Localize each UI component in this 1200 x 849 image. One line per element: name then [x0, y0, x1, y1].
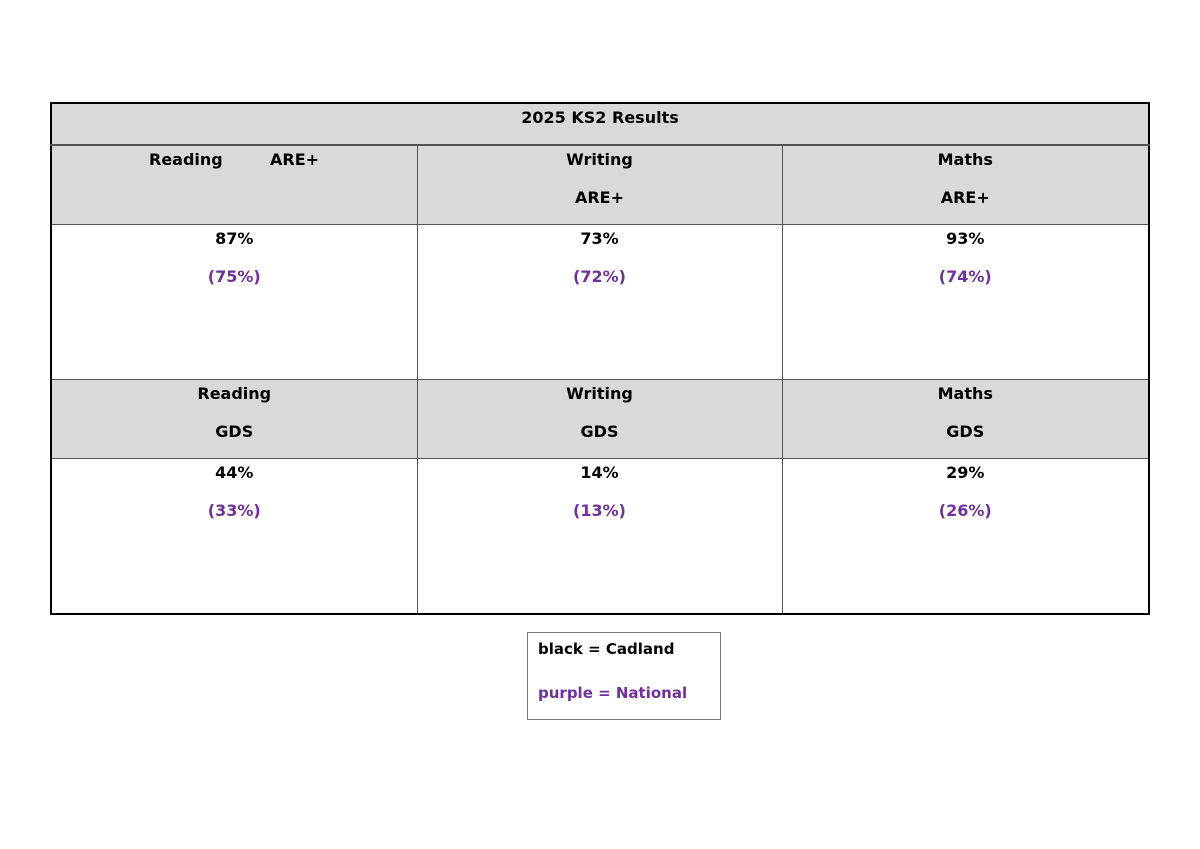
school-value: 87% — [215, 229, 254, 248]
school-value: 14% — [580, 463, 619, 482]
legend-school-label: black = Cadland — [538, 640, 675, 658]
national-value: (74%) — [938, 267, 992, 286]
header-level: ARE+ — [574, 188, 625, 207]
title-row — [51, 103, 1149, 145]
header-writing-gds — [417, 380, 782, 459]
header-writing-are — [417, 145, 782, 225]
header-maths-gds — [782, 380, 1149, 459]
national-value: (26%) — [938, 501, 992, 520]
national-value: (13%) — [573, 501, 626, 520]
legend-national-label: purple = National — [538, 684, 688, 702]
header-subject: Reading — [197, 384, 272, 403]
header-subject: Writing — [566, 384, 633, 403]
school-value: 44% — [215, 463, 254, 482]
value-maths-are — [782, 225, 1149, 380]
table-title: 2025 KS2 Results — [51, 103, 1149, 145]
header-reading-are — [51, 145, 417, 225]
results-table — [50, 102, 1150, 615]
header-level: GDS — [580, 422, 619, 441]
header-subject: Writing — [566, 150, 633, 169]
national-value: (33%) — [207, 501, 261, 520]
value-writing-are — [417, 225, 782, 380]
school-value: 29% — [946, 463, 985, 482]
colour-legend — [527, 632, 721, 720]
header-subject: Reading — [149, 150, 223, 169]
national-value: (72%) — [573, 267, 626, 286]
header-level: GDS — [215, 422, 254, 441]
national-value: (75%) — [207, 267, 261, 286]
school-value: 73% — [580, 229, 619, 248]
are-header-row — [51, 145, 1149, 225]
header-subject: Maths — [937, 384, 993, 403]
header-level: GDS — [946, 422, 985, 441]
are-value-row — [51, 225, 1149, 380]
value-reading-are — [51, 225, 417, 380]
header-level: ARE+ — [270, 150, 320, 169]
header-level: ARE+ — [940, 188, 990, 207]
value-writing-gds — [417, 459, 782, 615]
value-maths-gds — [782, 459, 1149, 615]
header-reading-gds — [51, 380, 417, 459]
gds-header-row — [51, 380, 1149, 459]
header-subject: Maths — [937, 150, 993, 169]
value-reading-gds — [51, 459, 417, 615]
gds-value-row — [51, 459, 1149, 615]
header-maths-are — [782, 145, 1149, 225]
school-value: 93% — [946, 229, 985, 248]
